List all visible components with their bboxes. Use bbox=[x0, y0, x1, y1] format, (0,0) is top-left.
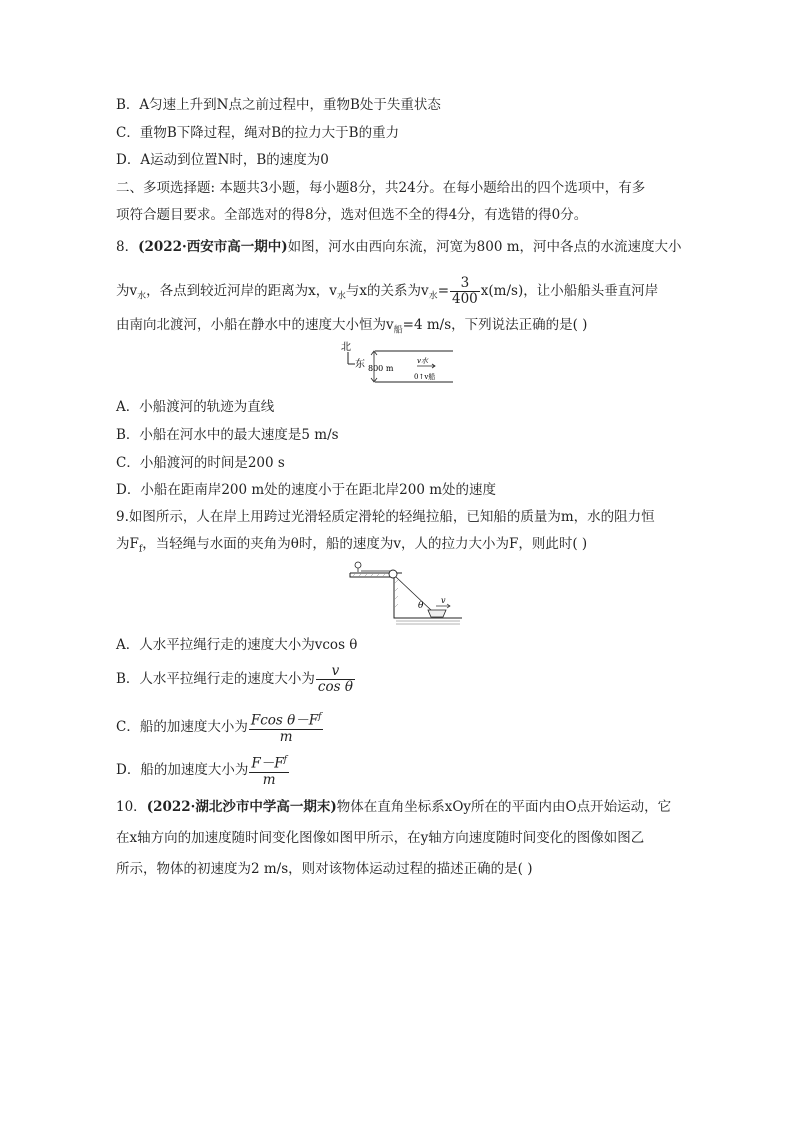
q8-line-1 bbox=[116, 238, 682, 256]
q10-number: 10． bbox=[116, 799, 147, 815]
east-label: 东 bbox=[355, 359, 365, 370]
section-heading: 二、多项选择题: 本题共3小题，每小题8分，共24分。在每小题给出的四个选项中，有多 bbox=[116, 180, 646, 196]
q10-source: (2022·湖北沙市中学高一期末) bbox=[146, 799, 337, 815]
q8-source: (2022·西安市高一期中) bbox=[138, 239, 288, 255]
person-icon bbox=[355, 562, 361, 568]
q8-line-3: 由南向北渡河，小船在静水中的速度大小恒为$v_船=4$ m/s，下列说法正确的是( ) bbox=[116, 317, 588, 336]
option-c-q7: C．重物B下降过程，绳对B的拉力大于B的重力 bbox=[116, 125, 400, 141]
q8-fraction: $\frac{3}{400}$ bbox=[452, 275, 478, 307]
boat-velocity-v-label: v bbox=[441, 596, 446, 605]
river-figure bbox=[335, 338, 455, 390]
angle-theta-label: θ bbox=[418, 601, 424, 611]
q9-option-a: A．人水平拉绳行走的速度大小为vcos θ bbox=[116, 637, 358, 653]
q8-text-1: 如图，河水由西向东流，河宽为800 m，河中各点的水流速度大小 bbox=[287, 239, 682, 255]
q9-line-1: 9.如图所示，人在岸上用跨过光滑轻质定滑轮的轻绳拉船，已知船的质量为m，水的阻力恒 bbox=[116, 509, 655, 525]
q10-line-3: 所示，物体的初速度为2 m/s，则对该物体运动过程的描述正确的是( ) bbox=[116, 861, 533, 877]
rope-slanted bbox=[396, 577, 432, 611]
pulley-icon bbox=[389, 570, 397, 578]
river-width-label: 800 m bbox=[368, 364, 394, 373]
q10-line-2: 在x轴方向的加速度随时间变化图像如图甲所示，在y轴方向速度随时间变化的图像如图乙 bbox=[116, 830, 645, 846]
q9-option-c: C．船的加速度大小为 $\frac{Fcos \theta-F^f}{m}$ bbox=[116, 712, 322, 745]
q9-line-2: 为$F_f$，当轻绳与水面的夹角为θ时，船的速度为v，人的拉力大小为F，则此时( ) bbox=[116, 536, 588, 555]
section-heading-cont: 项符合题目要求。全部选对的得8分，选对但选不全的得4分，有选错的得0分。 bbox=[116, 207, 588, 223]
q9-option-d: D．船的加速度大小为 $\frac{F-F^f}{m}$ bbox=[116, 755, 287, 788]
q8-option-d: D．小船在距南岸200 m处的速度小于在距北岸200 m处的速度 bbox=[116, 482, 497, 498]
option-d-q7: D．A运动到位置N时，B的速度为0 bbox=[116, 152, 329, 168]
q9-option-b: B．人水平拉绳行走的速度大小为 $\frac{v}{\text{cos θ}}$ bbox=[116, 663, 353, 695]
q10-line-1: 10．(2022·湖北沙市中学高一期末)物体在直角坐标系xOy所在的平面内由O点开始运动，它 bbox=[116, 799, 672, 815]
boat-icon bbox=[428, 610, 446, 617]
boat-velocity-label: 0↑v船 bbox=[414, 373, 436, 381]
q8-number: 8． bbox=[116, 239, 139, 255]
option-b-q7: B．A匀速上升到N点之前过程中，重物B处于失重状态 bbox=[116, 97, 441, 113]
pulley-figure bbox=[342, 560, 462, 628]
q8-option-b: B．小船在河水中的最大速度是5 m/s bbox=[116, 427, 339, 443]
q8-option-a: A．小船渡河的轨迹为直线 bbox=[116, 399, 275, 415]
north-label: 北 bbox=[341, 342, 351, 353]
q8-option-c: C．小船渡河的时间是200 s bbox=[116, 455, 285, 471]
water-velocity-label: v水 bbox=[417, 357, 428, 365]
q8-line-2: 为$v_水$，各点到较近河岸的距离为x，$v_水$与x的关系为$v_水=$ $\frac{3}{400}$ x(m/s)，让小船船头垂直河岸 bbox=[116, 275, 659, 307]
